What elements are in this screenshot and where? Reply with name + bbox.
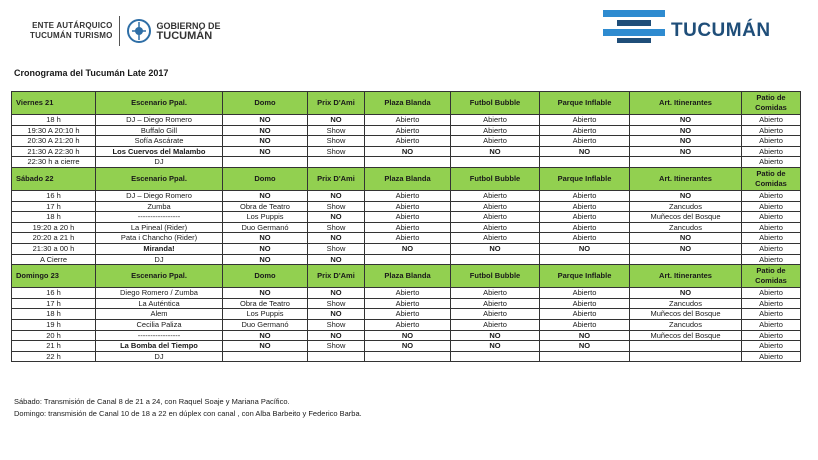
schedule-cell: Abierto <box>540 319 630 330</box>
time-cell: 19 h <box>12 319 96 330</box>
schedule-cell: La Bomba del Tiempo <box>96 341 223 352</box>
schedule-cell: Abierto <box>451 233 540 244</box>
schedule-cell: La Pineal (Rider) <box>96 222 223 233</box>
schedule-cell: NO <box>540 330 630 341</box>
table-row <box>12 201 801 212</box>
schedule-cell: NO <box>630 125 742 136</box>
logo-divider <box>119 16 120 46</box>
schedule-cell: Abierto <box>742 341 801 352</box>
day-name: Domingo 23 <box>12 265 96 288</box>
schedule-cell: NO <box>630 115 742 126</box>
table-row <box>12 157 801 168</box>
schedule-table <box>11 91 801 362</box>
schedule-cell: Abierto <box>451 309 540 320</box>
schedule-cell: Abierto <box>365 222 451 233</box>
schedule-cell <box>365 254 451 265</box>
column-header: Escenario Ppal. <box>96 167 223 190</box>
schedule-cell: NO <box>223 341 308 352</box>
schedule-cell: Abierto <box>365 233 451 244</box>
time-cell: 21 h <box>12 341 96 352</box>
gobierno-text <box>157 21 221 41</box>
schedule-cell: NO <box>308 309 365 320</box>
ente-line-2: TUCUMÁN TURISMO <box>30 31 113 40</box>
schedule-cell: Abierto <box>742 146 801 157</box>
schedule-cell: NO <box>630 243 742 254</box>
column-header: Prix D'Ami <box>308 265 365 288</box>
schedule-cell: NO <box>365 330 451 341</box>
schedule-cell <box>223 157 308 168</box>
schedule-cell: Abierto <box>365 115 451 126</box>
schedule-cell: Zancudos <box>630 298 742 309</box>
schedule-cell: NO <box>451 341 540 352</box>
schedule-cell: Abierto <box>742 157 801 168</box>
schedule-cell: NO <box>223 125 308 136</box>
column-header: Escenario Ppal. <box>96 265 223 288</box>
schedule-cell: Abierto <box>451 222 540 233</box>
schedule-cell <box>308 157 365 168</box>
time-cell: 18 h <box>12 115 96 126</box>
column-header: Plaza Blanda <box>365 92 451 115</box>
schedule-cell: Cecilia Paliza <box>96 319 223 330</box>
column-header: Futbol Bubble <box>451 265 540 288</box>
schedule-cell <box>223 351 308 362</box>
schedule-cell: NO <box>223 243 308 254</box>
table-row <box>12 288 801 299</box>
schedule-cell: Abierto <box>742 136 801 147</box>
ente-turismo-text <box>30 21 113 41</box>
schedule-cell: Abierto <box>540 115 630 126</box>
schedule-cell: Abierto <box>540 309 630 320</box>
schedule-cell <box>630 351 742 362</box>
schedule-cell: NO <box>540 146 630 157</box>
schedule-cell: Show <box>308 222 365 233</box>
schedule-cell: NO <box>365 243 451 254</box>
schedule-cell: Abierto <box>742 330 801 341</box>
schedule-cell: Abierto <box>365 309 451 320</box>
schedule-cell: Diego Romero / Zumba <box>96 288 223 299</box>
notes <box>14 396 362 420</box>
schedule-cell: Show <box>308 243 365 254</box>
schedule-cell: DJ <box>96 351 223 362</box>
schedule-cell: Abierto <box>365 136 451 147</box>
schedule-cell: NO <box>630 233 742 244</box>
schedule-cell <box>630 341 742 352</box>
column-header: Plaza Blanda <box>365 167 451 190</box>
note-saturday: Sábado: Transmisión de Canal 8 de 21 a 24, con Raquel Soaje y Mariana Pacífico. <box>14 397 290 406</box>
schedule-cell: NO <box>308 288 365 299</box>
schedule-cell: NO <box>451 330 540 341</box>
schedule-cell: Zumba <box>96 201 223 212</box>
column-header: Parque Inflable <box>540 265 630 288</box>
schedule-cell: Abierto <box>451 288 540 299</box>
schedule-cell: NO <box>540 243 630 254</box>
schedule-cell: Abierto <box>742 319 801 330</box>
table-row <box>12 125 801 136</box>
column-header: Futbol Bubble <box>451 167 540 190</box>
schedule-cell: Abierto <box>365 298 451 309</box>
time-cell: 16 h <box>12 190 96 201</box>
gov-line-1: GOBIERNO DE <box>156 21 221 31</box>
schedule-cell: Show <box>308 146 365 157</box>
table-row <box>12 243 801 254</box>
table-row <box>12 233 801 244</box>
time-cell: 21:30 a 00 h <box>12 243 96 254</box>
schedule-cell: NO <box>365 341 451 352</box>
table-row <box>12 330 801 341</box>
schedule-cell <box>308 351 365 362</box>
column-header: Patio de Comidas <box>742 92 801 115</box>
schedule-cell: Los Cuervos del Malambo <box>96 146 223 157</box>
schedule-cell: NO <box>630 136 742 147</box>
schedule-cell: NO <box>540 341 630 352</box>
schedule-cell: Show <box>308 136 365 147</box>
schedule-cell: NO <box>223 254 308 265</box>
column-header: Domo <box>223 92 308 115</box>
schedule-cell: Pata i Chancho (Rider) <box>96 233 223 244</box>
schedule-cell: Abierto <box>365 319 451 330</box>
table-row <box>12 351 801 362</box>
schedule-cell <box>540 254 630 265</box>
table-row <box>12 146 801 157</box>
schedule-cell <box>540 351 630 362</box>
schedule-cell <box>630 254 742 265</box>
schedule-cell: NO <box>223 330 308 341</box>
column-header: Domo <box>223 167 308 190</box>
schedule-cell <box>451 351 540 362</box>
time-cell: 22 h <box>12 351 96 362</box>
time-cell: 19:30 A 20:10 h <box>12 125 96 136</box>
schedule-cell: Buffalo Gill <box>96 125 223 136</box>
schedule-cell: Abierto <box>540 222 630 233</box>
day-header-row <box>12 167 801 190</box>
column-header: Art. Itinerantes <box>630 92 742 115</box>
time-cell: 19:20 a 20 h <box>12 222 96 233</box>
schedule-cell: Show <box>308 298 365 309</box>
schedule-cell: Abierto <box>365 190 451 201</box>
column-header: Patio de Comidas <box>742 167 801 190</box>
schedule-cell: NO <box>365 146 451 157</box>
schedule-cell <box>365 351 451 362</box>
schedule-cell: Abierto <box>365 212 451 223</box>
schedule-cell <box>451 157 540 168</box>
schedule-cell: Muñecos del Bosque <box>630 212 742 223</box>
schedule-cell: Zancudos <box>630 222 742 233</box>
time-cell: 18 h <box>12 309 96 320</box>
schedule-cell: NO <box>308 233 365 244</box>
note-sunday: Domingo: transmisión de Canal 10 de 18 a 22 en dúplex con canal , con Alba Barbeito y Federico Barba. <box>14 409 362 418</box>
schedule-cell: Abierto <box>540 190 630 201</box>
schedule-cell: NO <box>223 136 308 147</box>
schedule-cell: Muñecos del Bosque <box>630 330 742 341</box>
schedule-cell: Abierto <box>451 125 540 136</box>
gov-line-2: TUCUMÁN <box>156 30 213 42</box>
time-cell: 22:30 h a cierre <box>12 157 96 168</box>
day-name: Sábado 22 <box>12 167 96 190</box>
schedule-cell: NO <box>223 190 308 201</box>
column-header: Prix D'Ami <box>308 167 365 190</box>
schedule-cell: Show <box>308 319 365 330</box>
schedule-cell: NO <box>308 212 365 223</box>
column-header: Parque Inflable <box>540 167 630 190</box>
schedule-cell: Abierto <box>742 222 801 233</box>
table-row <box>12 254 801 265</box>
schedule-cell: Abierto <box>540 298 630 309</box>
schedule-cell: Abierto <box>540 201 630 212</box>
schedule-cell: NO <box>223 146 308 157</box>
schedule-cell: Abierto <box>540 136 630 147</box>
schedule-cell: Abierto <box>742 115 801 126</box>
column-header: Futbol Bubble <box>451 92 540 115</box>
schedule-cell: NO <box>630 190 742 201</box>
schedule-cell: Muñecos del Bosque <box>630 309 742 320</box>
tucuman-wordmark: TUCUMÁN <box>671 20 771 41</box>
schedule-cell: Abierto <box>742 298 801 309</box>
schedule-cell: NO <box>451 146 540 157</box>
schedule-cell: Los Puppis <box>223 212 308 223</box>
schedule-cell: DJ <box>96 254 223 265</box>
schedule-cell: Miranda! <box>96 243 223 254</box>
schedule-cell: Zancudos <box>630 319 742 330</box>
schedule-cell: NO <box>451 243 540 254</box>
schedule-cell: Duo Germanó <box>223 319 308 330</box>
day-header-row <box>12 265 801 288</box>
schedule-cell: Alem <box>96 309 223 320</box>
tucuman-flag-icon <box>603 10 665 44</box>
schedule-cell: Abierto <box>365 125 451 136</box>
day-name: Viernes 21 <box>12 92 96 115</box>
schedule-cell: Abierto <box>451 298 540 309</box>
schedule-cell: NO <box>308 115 365 126</box>
schedule-cell <box>540 157 630 168</box>
table-row <box>12 222 801 233</box>
time-cell: A Cierre <box>12 254 96 265</box>
table-row <box>12 319 801 330</box>
table-row <box>12 341 801 352</box>
schedule-cell: Abierto <box>451 190 540 201</box>
schedule-cell: NO <box>308 330 365 341</box>
schedule-cell: Abierto <box>742 233 801 244</box>
schedule-cell: NO <box>223 115 308 126</box>
table-row <box>12 298 801 309</box>
schedule-cell: Show <box>308 201 365 212</box>
schedule-cell: Abierto <box>742 309 801 320</box>
table-row <box>12 309 801 320</box>
table-row <box>12 212 801 223</box>
time-cell: 17 h <box>12 201 96 212</box>
table-row <box>12 115 801 126</box>
time-cell: 17 h <box>12 298 96 309</box>
turismo-logo <box>30 14 221 48</box>
page-title: Cronograma del Tucumán Late 2017 <box>14 68 169 78</box>
schedule-cell: DJ <box>96 157 223 168</box>
column-header: Art. Itinerantes <box>630 265 742 288</box>
schedule-cell: Duo Germanó <box>223 222 308 233</box>
column-header: Plaza Blanda <box>365 265 451 288</box>
schedule-cell: Abierto <box>742 190 801 201</box>
schedule-cell: NO <box>630 288 742 299</box>
schedule-cell: NO <box>223 288 308 299</box>
time-cell: 21:30 A 22:30 h <box>12 146 96 157</box>
time-cell: 20 h <box>12 330 96 341</box>
column-header: Prix D'Ami <box>308 92 365 115</box>
column-header: Escenario Ppal. <box>96 92 223 115</box>
schedule-cell: Abierto <box>540 233 630 244</box>
ente-line-1: ENTE AUTÁRQUICO <box>32 21 113 30</box>
schedule-cell: Abierto <box>451 115 540 126</box>
schedule-cell: Abierto <box>540 212 630 223</box>
schedule-cell: Abierto <box>742 212 801 223</box>
schedule-cell: Abierto <box>742 243 801 254</box>
schedule-cell: Abierto <box>742 351 801 362</box>
time-cell: 20:30 A 21:20 h <box>12 136 96 147</box>
schedule-cell: Obra de Teatro <box>223 298 308 309</box>
time-cell: 18 h <box>12 212 96 223</box>
schedule-cell: Abierto <box>451 136 540 147</box>
schedule-cell <box>451 254 540 265</box>
table-row <box>12 190 801 201</box>
government-seal-icon <box>126 18 152 44</box>
schedule-cell: Abierto <box>540 125 630 136</box>
column-header: Parque Inflable <box>540 92 630 115</box>
schedule-cell: DJ – Diego Romero <box>96 115 223 126</box>
schedule-cell: Abierto <box>451 319 540 330</box>
schedule-cell: ----------------- <box>96 330 223 341</box>
schedule-cell: ----------------- <box>96 212 223 223</box>
schedule-cell <box>630 157 742 168</box>
schedule-cell: Sofía Ascárate <box>96 136 223 147</box>
schedule-cell: Zancudos <box>630 201 742 212</box>
day-header-row <box>12 92 801 115</box>
schedule-cell: NO <box>308 190 365 201</box>
schedule-cell: Abierto <box>365 201 451 212</box>
schedule-cell: Abierto <box>742 288 801 299</box>
schedule-cell: Abierto <box>742 125 801 136</box>
column-header: Domo <box>223 265 308 288</box>
schedule-cell: Abierto <box>742 201 801 212</box>
column-header: Art. Itinerantes <box>630 167 742 190</box>
schedule-cell: Abierto <box>742 254 801 265</box>
schedule-cell: Abierto <box>540 288 630 299</box>
schedule-cell: NO <box>630 146 742 157</box>
schedule-cell: NO <box>308 254 365 265</box>
schedule-cell: Show <box>308 125 365 136</box>
schedule-cell: DJ – Diego Romero <box>96 190 223 201</box>
tucuman-logo <box>603 10 793 50</box>
schedule-cell: Abierto <box>365 288 451 299</box>
schedule-cell: Show <box>308 341 365 352</box>
schedule-cell <box>365 157 451 168</box>
schedule-cell: La Auténtica <box>96 298 223 309</box>
column-header: Patio de Comidas <box>742 265 801 288</box>
time-cell: 20:20 a 21 h <box>12 233 96 244</box>
time-cell: 16 h <box>12 288 96 299</box>
schedule-cell: Abierto <box>451 212 540 223</box>
table-row <box>12 136 801 147</box>
schedule-cell: Los Puppis <box>223 309 308 320</box>
schedule-cell: Obra de Teatro <box>223 201 308 212</box>
schedule-cell: NO <box>223 233 308 244</box>
schedule-cell: Abierto <box>451 201 540 212</box>
